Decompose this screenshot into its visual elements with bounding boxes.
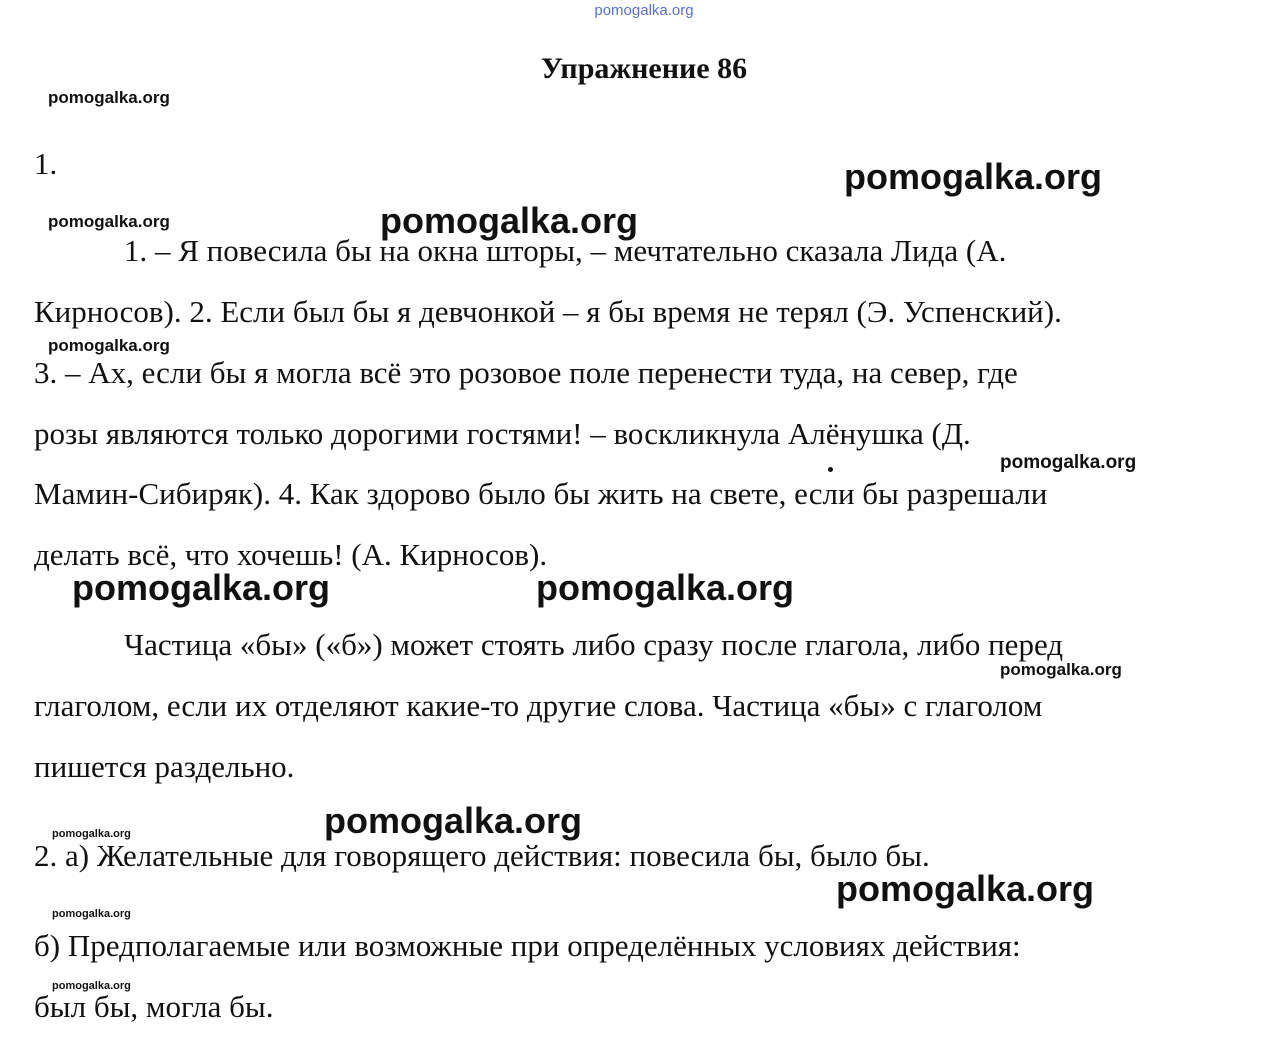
stray-dot [828,467,833,472]
watermark: pomogalka.org [324,800,583,841]
watermark: pomogalka.org [836,868,1095,909]
answer-line-b-continued: был бы, могла бы. [34,989,274,1024]
watermark: pomogalka.org [52,980,131,992]
watermark: pomogalka.org [536,567,795,608]
page-title: Упражнение 86 [540,52,748,85]
example-line-3: 3. – Ах, если бы я могла всё это розовое поле перенести туда, на север, где [34,355,1018,390]
watermark: pomogalka.org [48,336,170,355]
watermark: pomogalka.org [52,908,131,920]
explanation-line-3: пишется раздельно. [34,749,295,784]
watermark: pomogalka.org [48,88,170,107]
watermark: pomogalka.org [72,567,331,608]
watermark: pomogalka.org [48,212,170,231]
watermark: pomogalka.org [380,200,639,241]
answer-line-a: 2. а) Желательные для говорящего действия: повесила бы, было бы. [34,838,930,873]
explanation-line-1: Частица «бы» («б») может стоять либо сразу после глагола, либо перед [124,627,1064,662]
example-line-1: 1. – Я повесила бы на окна шторы, – мечтательно сказала Лида (А. [124,233,1007,268]
watermark: pomogalka.org [1000,660,1122,679]
watermark: pomogalka.org [1000,452,1137,473]
example-line-4: розы являются только дорогими гостями! – воскликнула Алёнушка (Д. [34,416,971,451]
top-site-link[interactable]: pomogalka.org [594,2,694,19]
example-line-2: Кирносов). 2. Если был бы я девчонкой – я бы время не терял (Э. Успенский). [34,294,1062,329]
answer-line-b: б) Предполагаемые или возможные при определённых условиях действия: [34,928,1021,963]
watermark: pomogalka.org [52,828,131,840]
example-line-6: делать всё, что хочешь! (А. Кирносов). [34,537,548,572]
explanation-line-2: глаголом, если их отделяют какие-то другие слова. Частица «бы» с глаголом [34,688,1043,723]
section-1-number: 1. [34,146,58,181]
watermark: pomogalka.org [844,156,1103,197]
example-line-5: Мамин-Сибиряк). 4. Как здорово было бы жить на свете, если бы разрешали [34,476,1048,511]
